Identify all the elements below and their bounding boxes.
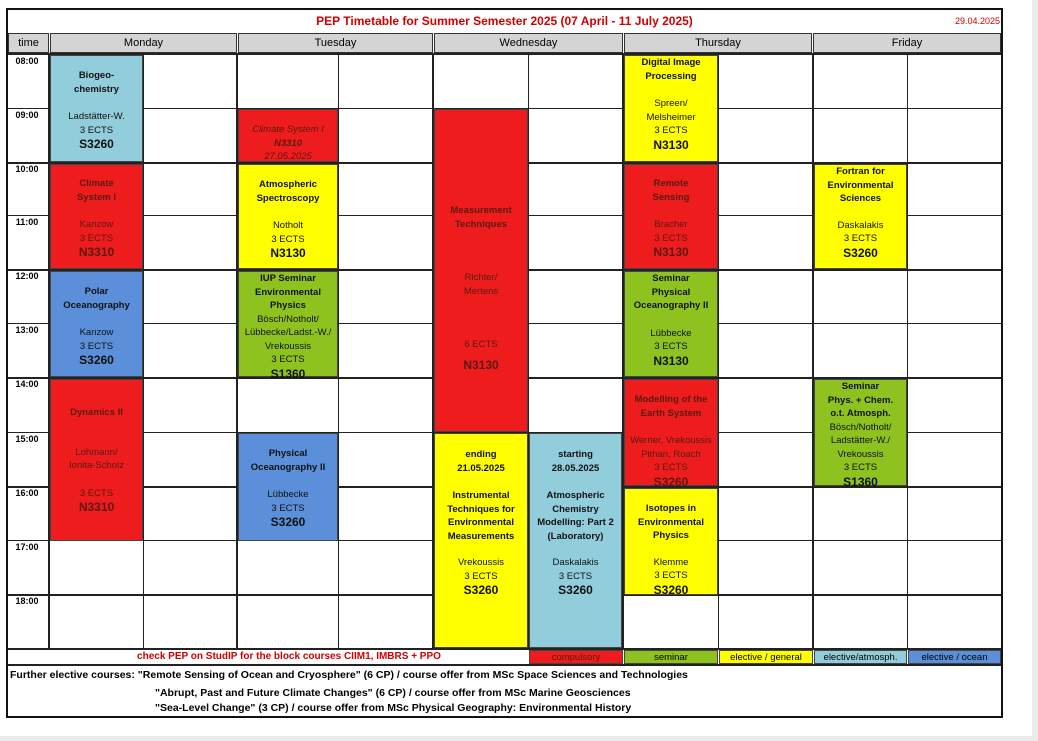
legend-elective-general: elective / general [719, 650, 813, 664]
time-label: 16:00 [15, 488, 39, 498]
course-climate-system-monday: Climate System I Kanzow 3 ECTS N3310 [50, 164, 143, 269]
legend-note: check PEP on StudIP for the block courses CIIM1, IMBRS + PPO [137, 651, 441, 662]
footer-line-2: "Abrupt, Past and Future Climate Changes" (6 CP) / course offer from MSc Marine Geosciences [155, 687, 631, 699]
time-label: 13:00 [15, 325, 39, 335]
day-header-wednesday: Wednesday [434, 33, 623, 53]
time-label: 10:00 [15, 164, 39, 174]
course-iup-seminar: IUP Seminar Environmental Physics Bösch/Notholt/ Lübbecke/Ladst.-W./ Vrekoussis 3 ECTS S1360 [238, 271, 338, 377]
course-physical-oceanography-ii: Physical Oceanography II Lübbecke 3 ECTS S3260 [238, 433, 338, 541]
course-polar-oceanography: Polar Oceanography Kanzow 3 ECTS S3260 [50, 271, 143, 377]
time-label: 09:00 [15, 110, 39, 120]
course-climate-system-tuesday: Climate System I N3310 27.05.2025 [238, 109, 338, 162]
day-header-thursday: Thursday [624, 33, 812, 53]
course-seminar-physical-oceanography: Seminar Physical Oceanography II Lübbecke 3 ECTS N3130 [624, 271, 718, 377]
day-header-friday: Friday [813, 33, 1001, 53]
course-dynamics-ii: Dynamics II Lohmann/ Ionita-Scholz 3 ECTS N3310 [50, 379, 143, 541]
course-measurement-techniques: Measurement Techniques Richter/ Mertens 6 ECTS N3130 [434, 109, 528, 432]
time-label: 08:00 [15, 56, 39, 66]
footer-line-3: "Sea-Level Change" (3 CP) / course offer from MSc Physical Geography: Environmental History [155, 702, 632, 714]
footer-line-1: Further elective courses: "Remote Sensing of Ocean and Cryosphere" (6 CP) / course offer from MSc Space Sciences and Technologies [10, 669, 688, 681]
course-atmospheric-chemistry-modelling: starting 28.05.2025 Atmospheric Chemistry Modelling: Part 2 (Laboratory) Daskalakis 3 ECTS S3260 [529, 433, 622, 648]
course-seminar-atmosph: Seminar Phys. + Chem. o.t. Atmosph. Bösch/Notholt/ Ladstätter-W./ Vrekoussis 3 ECTS S1360 [814, 379, 907, 486]
course-modelling-earth-system: Modelling of the Earth System Werner, Vrekoussis Pithan, Roach 3 ECTS S3260 [624, 379, 718, 486]
course-biogeochemistry: Biogeo- chemistry Ladstätter-W. 3 ECTS S3260 [50, 55, 143, 162]
time-header: time [8, 33, 49, 53]
time-label: 15:00 [15, 434, 39, 444]
course-fortran: Fortran for Environmental Sciences Daskalakis 3 ECTS S3260 [814, 164, 907, 269]
course-remote-sensing: Remote Sensing Bracher 3 ECTS N3130 [624, 164, 718, 269]
time-label: 18:00 [15, 596, 39, 606]
page-title: PEP Timetable for Summer Semester 2025 (07 April - 11 July 2025) [316, 14, 693, 28]
day-header-tuesday: Tuesday [238, 33, 433, 53]
time-label: 17:00 [15, 542, 39, 552]
time-label: 12:00 [15, 271, 39, 281]
day-header-monday: Monday [50, 33, 237, 53]
legend-elective-ocean: elective / ocean [908, 650, 1001, 664]
legend-elective-atmosph: elective/atmosph. [814, 650, 907, 664]
time-label: 14:00 [15, 379, 39, 389]
course-atmospheric-spectroscopy: Atmospheric Spectroscopy Notholt 3 ECTS N3130 [238, 164, 338, 269]
date-stamp: 29.04.2025 [954, 16, 1000, 26]
time-label: 11:00 [15, 217, 39, 227]
course-isotopes: Isotopes in Environmental Physics Klemme 3 ECTS S3260 [624, 488, 718, 595]
legend-compulsory: compulsory [529, 650, 623, 664]
course-digital-image-processing: Digital Image Processing Spreen/ Melsheimer 3 ECTS N3130 [624, 55, 718, 162]
course-instrumental-techniques: ending 21.05.2025 Instrumental Techniques for Environmental Measurements Vrekoussis 3 ECTS S3260 [434, 433, 528, 648]
legend-seminar: seminar [624, 650, 718, 664]
